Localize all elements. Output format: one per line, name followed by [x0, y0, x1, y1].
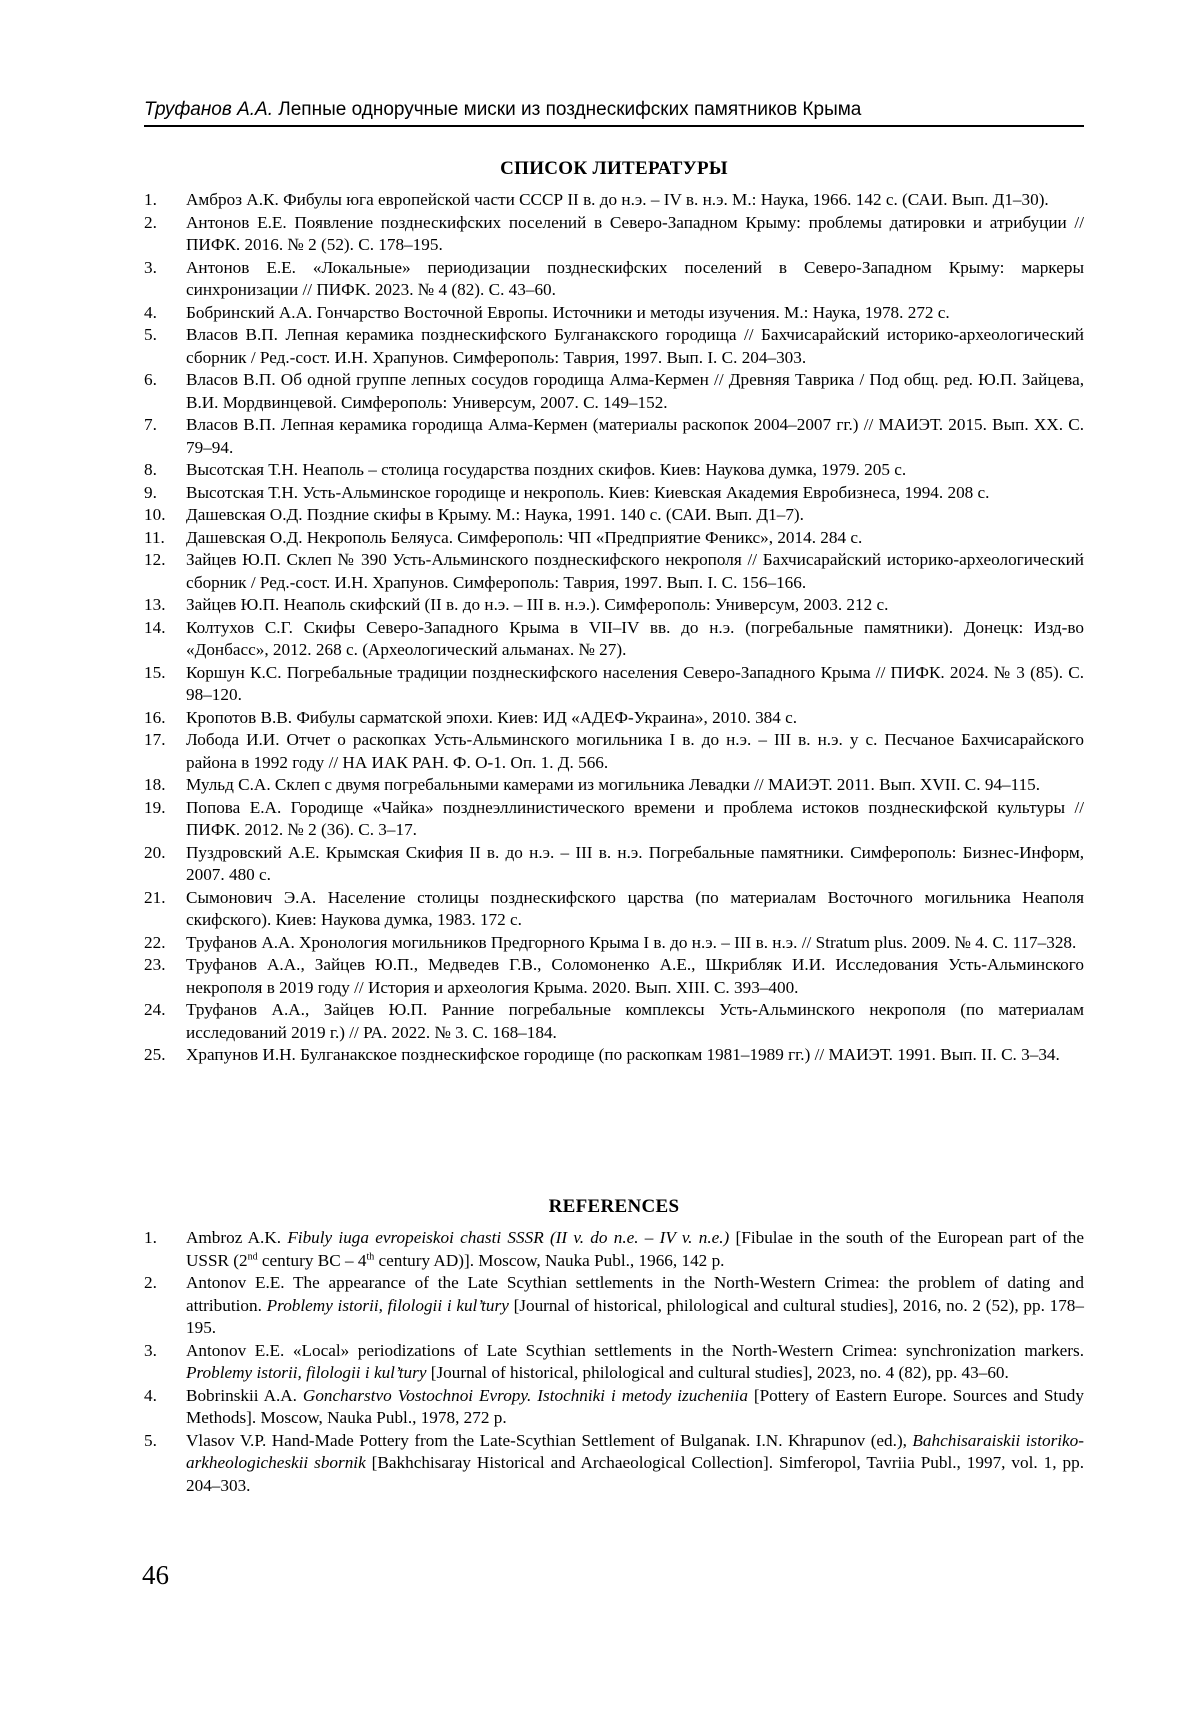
item-number: 23.	[144, 955, 166, 974]
item-text: Дашевская О.Д. Поздние скифы в Крыму. М.: Наука, 1991. 140 с. (САИ. Вып. Д1–7).	[186, 505, 804, 524]
italic-title-segment: Problemy istorii, filologii i kul’tury	[186, 1363, 427, 1382]
bibliography-item	[144, 662, 1084, 707]
item-text: Кропотов В.В. Фибулы сарматской эпохи. Киев: ИД «АДЕФ-Украина», 2010. 384 с.	[186, 707, 798, 727]
item-number: 16.	[144, 707, 166, 727]
bibliography-item	[144, 482, 1084, 505]
item-text: Бобринский А.А. Гончарство Восточной Европы. Источники и методы изучения. М.: Наука, 1978. 272 с.	[186, 302, 950, 322]
item-text	[186, 1431, 1084, 1495]
item-text: Антонов Е.Е. Появление позднескифских поселений в Северо-Западном Крыму: проблемы датировки и атрибуции // ПИФК. 2016. № 2 (52). С. 178–195.	[186, 212, 1084, 254]
italic-title-segment: Problemy istorii, filologii i kul’tury	[266, 1295, 509, 1315]
reference-item	[144, 1385, 1084, 1430]
item-text: Труфанов А.А. Хронология могильников Предгорного Крыма I в. до н.э. – III в. н.э. // Stratum plus. 2009. № 4. С. 117–328.	[186, 932, 1077, 952]
running-head	[144, 98, 1084, 127]
item-number: 8.	[144, 460, 157, 479]
item-number: 1.	[144, 190, 157, 209]
bibliography-item	[144, 729, 1084, 774]
bibliography-item	[144, 369, 1084, 414]
text-segment: Antonov E.E. The appearance of the Late Scythian settlements in the North-Western Crimea: the problem of dating and attribution.	[186, 1273, 1084, 1315]
item-text: Труфанов А.А., Зайцев Ю.П., Медведев Г.В., Соломоненко А.Е., Шкрибляк И.И. Исследования Усть-Альминского некрополя в 2019 году // История и археология Крыма. 2020. Вып. XIII. С. 393–400.	[186, 955, 1084, 997]
bibliography-item	[144, 527, 1084, 550]
bibliography-item	[144, 414, 1084, 459]
item-number: 4.	[144, 1385, 157, 1405]
item-text	[186, 1228, 1084, 1270]
item-number: 10.	[144, 505, 166, 524]
reference-item	[144, 1227, 1084, 1272]
reference-item	[144, 1430, 1084, 1498]
bibliography-item	[144, 549, 1084, 594]
item-text: Амброз А.К. Фибулы юга европейской части СССР II в. до н.э. – IV в. н.э. М.: Наука, 1966. 142 с. (САИ. Вып. Д1–30).	[186, 190, 1049, 209]
references-list	[144, 1227, 1084, 1497]
item-text: Пуздровский А.Е. Крымская Скифия II в. до н.э. – III в. н.э. Погребальные памятники. Симферополь: Бизнес-Информ, 2007. 480 с.	[186, 842, 1084, 884]
item-text: Попова Е.А. Городище «Чайка» позднеэллинистического времени и проблема истоков позднескифской культуры // ПИФК. 2012. № 2 (36). С. 3–17.	[186, 797, 1084, 839]
reference-item	[144, 1272, 1084, 1340]
item-number: 5.	[144, 325, 157, 344]
item-number: 3.	[144, 1340, 157, 1360]
italic-title-segment: Goncharstvo Vostochnoi Evropy. Istochniki i metody izucheniia	[302, 1385, 748, 1405]
bibliography-item	[144, 594, 1084, 617]
bibliography-item	[144, 707, 1084, 730]
superscript-segment: nd	[247, 1250, 258, 1262]
item-number: 6.	[144, 370, 157, 389]
italic-title-segment: Fibuly iuga evropeiskoi chasti SSSR (II v. do n.e. – IV v. n.e.)	[287, 1228, 730, 1247]
item-text	[186, 1341, 1084, 1383]
item-number: 20.	[144, 842, 166, 862]
text-segment: [Pottery of Eastern Europe. Sources and Study Methods]. Moscow, Nauka Publ., 1978, 272 p.	[186, 1385, 1084, 1427]
item-number: 25.	[144, 1045, 166, 1064]
item-number: 24.	[144, 1000, 166, 1019]
item-text: Антонов Е.Е. «Локальные» периодизации позднескифских поселений в Северо-Западном Крыму: маркеры синхронизации // ПИФК. 2023. № 4 (82). С. 43–60.	[186, 257, 1084, 299]
bibliography-item	[144, 504, 1084, 527]
item-text: Сымонович Э.А. Население столицы позднескифского царства (по материалам Восточного могильника Неаполя скифского). Киев: Наукова думка, 1983. 172 с.	[186, 887, 1084, 929]
text-segment: Antonov E.E. «Local» periodizations of Late Scythian settlements in the North-Western Crimea: synchronization markers.	[186, 1340, 1084, 1360]
text-segment: [Journal of historical, philological and cultural studies], 2023, no. 4 (82), pp. 43–60.	[426, 1363, 1009, 1382]
item-number: 21.	[144, 887, 166, 907]
item-text: Колтухов С.Г. Скифы Северо-Западного Крыма в VII–IV вв. до н.э. (погребальные памятники). Донецк: Изд-во «Донбасс», 2012. 268 с. (Археологический альманах. № 27).	[186, 617, 1084, 659]
item-text: Храпунов И.Н. Булганакское позднескифское городище (по раскопкам 1981–1989 гг.) // МАИЭТ. 1991. Вып. II. С. 3–34.	[186, 1045, 1060, 1064]
item-text: Высотская Т.Н. Неаполь – столица государства поздних скифов. Киев: Наукова думка, 1979. 205 с.	[186, 460, 907, 479]
superscript-segment: th	[366, 1250, 375, 1262]
bibliography-item	[144, 797, 1084, 842]
item-text: Власов В.П. Лепная керамика городища Алма-Кермен (материалы раскопок 2004–2007 гг.) // МАИЭТ. 2015. Вып. XX. С. 79–94.	[186, 415, 1084, 457]
bibliography-item	[144, 842, 1084, 887]
item-text: Труфанов А.А., Зайцев Ю.П. Ранние погребальные комплексы Усть-Альминского некрополя (по материалам исследований 2019 г.) // РА. 2022. № 3. С. 168–184.	[186, 1000, 1084, 1042]
bibliography-item	[144, 887, 1084, 932]
item-number: 17.	[144, 730, 166, 749]
item-number: 5.	[144, 1430, 157, 1450]
text-segment: century BC – 4	[257, 1250, 367, 1270]
item-number: 11.	[144, 527, 165, 547]
item-number: 4.	[144, 302, 157, 322]
item-number: 22.	[144, 932, 166, 952]
item-number: 18.	[144, 775, 166, 794]
bibliography-item	[144, 774, 1084, 797]
bibliography-list	[144, 189, 1084, 1067]
bibliography-item	[144, 617, 1084, 662]
text-segment: Vlasov V.P. Hand-Made Pottery from the Late-Scythian Settlement of Bulganak. I.N. Khrapunov (ed.),	[186, 1430, 913, 1450]
text-segment: Ambroz A.K.	[186, 1228, 288, 1247]
text-segment: Bobrinskii A.A.	[186, 1385, 303, 1405]
bibliography-item	[144, 1044, 1084, 1067]
bibliography-item	[144, 302, 1084, 325]
bibliography-item	[144, 257, 1084, 302]
item-number: 15.	[144, 662, 166, 682]
item-text: Власов В.П. Лепная керамика позднескифского Булганакского городища // Бахчисарайский историко-археологический сборник / Ред.-сост. И.Н. Храпунов. Симферополь: Таврия, 1997. Вып. I. С. 204–303.	[186, 325, 1084, 367]
text-segment: [Journal of historical, philological and cultural studies], 2016, no. 2 (52), pp. 178–195.	[186, 1295, 1084, 1337]
item-number: 2.	[144, 1273, 157, 1292]
item-text: Лобода И.И. Отчет о раскопках Усть-Альминского могильника I в. до н.э. – III в. н.э. у с. Песчаное Бахчисарайского района в 1992 году // НА ИАК РАН. Ф. О-1. Оп. 1. Д. 566.	[186, 730, 1084, 772]
item-text: Дашевская О.Д. Некрополь Беляуса. Симферополь: ЧП «Предприятие Феникс», 2014. 284 с.	[186, 527, 863, 547]
item-number: 9.	[144, 482, 157, 502]
text-segment: [Bakhchisaray Historical and Archaeological Collection]. Simferopol, Tavriia Publ., 1997, vol. 1, pp. 204–303.	[186, 1453, 1084, 1495]
item-number: 12.	[144, 550, 166, 569]
bibliography-item	[144, 459, 1084, 482]
item-text: Коршун К.С. Погребальные традиции позднескифского населения Северо-Западного Крыма // ПИФК. 2024. № 3 (85). С. 98–120.	[186, 662, 1084, 704]
item-text	[186, 1386, 1084, 1428]
item-text: Мульд С.А. Склеп с двумя погребальными камерами из могильника Левадки // МАИЭТ. 2011. Вып. XVII. С. 94–115.	[186, 775, 1041, 794]
item-text: Зайцев Ю.П. Склеп № 390 Усть-Альминского позднескифского некрополя // Бахчисарайский историко-археологический сборник / Ред.-сост. И.Н. Храпунов. Симферополь: Таврия, 1997. Вып. I. С. 156–166.	[186, 550, 1084, 592]
references-title: REFERENCES	[548, 1196, 680, 1217]
text-segment: [Fibulae in the south of the European part of the USSR (2	[186, 1228, 1084, 1270]
bibliography-item	[144, 189, 1084, 212]
text-segment: century AD)]. Moscow, Nauka Publ., 1966, 142 p.	[374, 1250, 725, 1270]
item-text: Высотская Т.Н. Усть-Альминское городище и некрополь. Киев: Киевская Академия Евробизнеса, 1994. 208 с.	[186, 482, 990, 502]
reference-item	[144, 1340, 1084, 1385]
bibliography-item	[144, 212, 1084, 257]
running-head-authors: Труфанов А.А.	[144, 99, 273, 120]
bibliography-item	[144, 324, 1084, 369]
item-text	[186, 1273, 1084, 1337]
bibliography-item	[144, 999, 1084, 1044]
item-text: Власов В.П. Об одной группе лепных сосудов городища Алма-Кермен // Древняя Таврика / Под общ. ред. Ю.П. Зайцева, В.И. Мордвинцевой. Симферополь: Универсум, 2007. С. 149–152.	[186, 370, 1084, 412]
bibliography-item	[144, 932, 1084, 955]
item-number: 7.	[144, 415, 157, 434]
item-number: 19.	[144, 797, 166, 817]
item-text: Зайцев Ю.П. Неаполь скифский (II в. до н.э. – III в. н.э.). Симферополь: Универсум, 2003. 212 с.	[186, 595, 889, 614]
item-number: 2.	[144, 212, 157, 232]
italic-title-segment: Bahchisaraiskii istoriko-arkheologicheskii sbornik	[186, 1430, 1084, 1472]
item-number: 13.	[144, 595, 166, 614]
page-number: 46	[142, 1560, 169, 1590]
item-number: 1.	[144, 1228, 157, 1247]
bibliography-title: СПИСОК ЛИТЕРАТУРЫ	[500, 158, 728, 179]
bibliography-item	[144, 954, 1084, 999]
item-number: 3.	[144, 257, 157, 277]
item-number: 14.	[144, 617, 166, 637]
running-head-title: Лепные одноручные миски из позднескифских памятников Крыма	[278, 99, 862, 120]
